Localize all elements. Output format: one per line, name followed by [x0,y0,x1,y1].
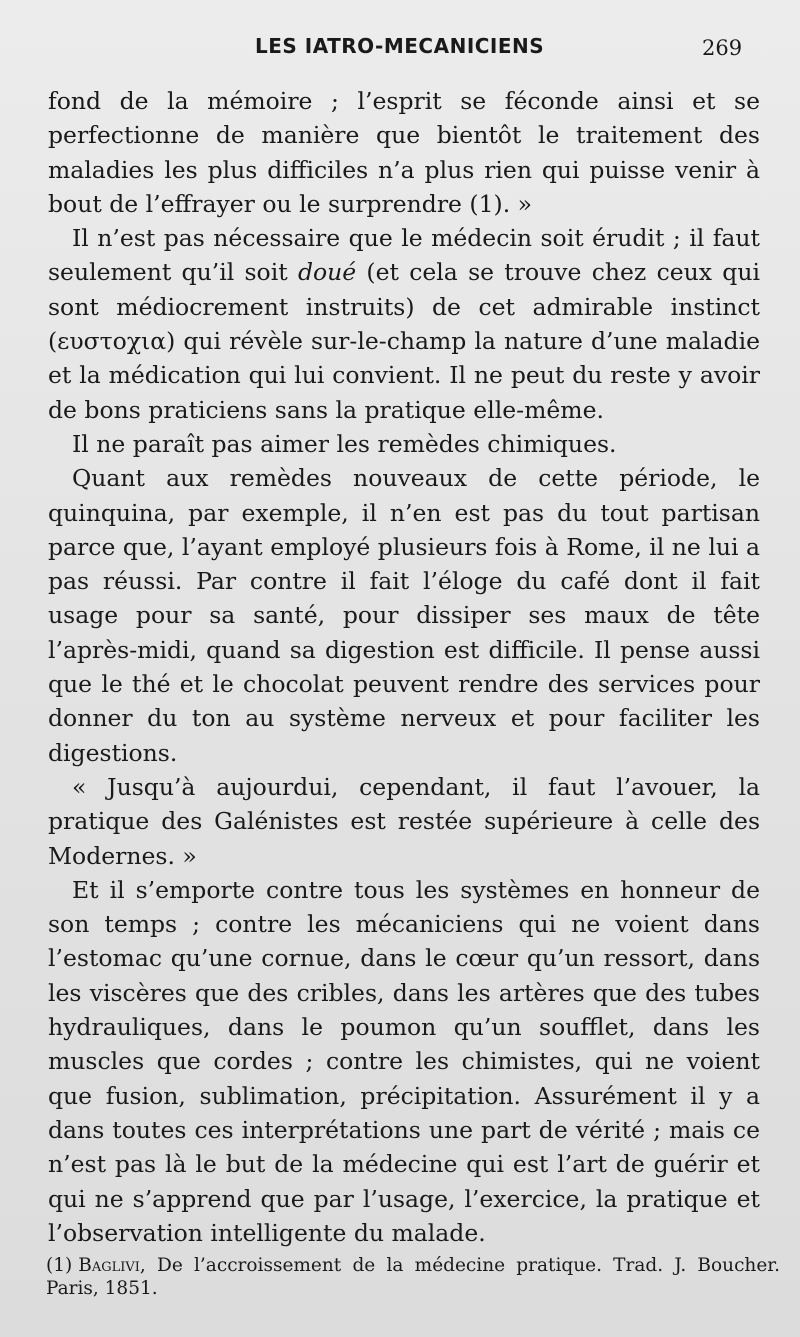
page-number: 269 [702,36,743,60]
footnote-author: Baglivi, [78,1255,146,1276]
page-header [0,30,800,64]
footnote-text: De l’accroissement de la médecine pratique. Trad. J. Boucher. Paris, 1851. [46,1255,780,1299]
footnote-marker: (1) [46,1255,73,1276]
paragraph-4: Quant aux remèdes nouveaux de cette période, le quinquina, par exemple, il n’en est pas du tout partisan parce que, l’ayant employé plusieurs fois à Rome, il ne lui a pas réussi. Par contre il fait l’éloge du café dont il fait usage pour sa santé, pour dissiper ses maux de tête l’après-midi, quand sa digestion est difficile. Il pense aussi que le thé et le chocolat peuvent rendre des services pour donner du ton au système nerveux et pour faciliter les digestions. [48,464,760,767]
paragraph-6: Et il s’emporte contre tous les systèmes en honneur de son temps ; contre les mécaniciens qui ne voient dans l’estomac qu’une cornue, dans le cœur qu’un ressort, dans les viscères que des cribles, dans les artères que des tubes hydrauliques, dans le poumon qu’un soufflet, dans les muscles que cordes ; contre les chimistes, qui ne voient que fusion, sublimation, précipitation. Assurément il y a dans toutes ces interprétations une part de vérité ; mais ce n’est pas là le but de la médecine qui est l’art de guérir et qui ne s’apprend que par l’usage, l’exercice, la pratique et l’observation intelligente du malade. [48,875,760,1247]
footnote-line [46,1254,780,1300]
paragraph-3: Il ne paraît pas aimer les remèdes chimiques. [72,429,617,458]
paragraph-5: « Jusqu’à aujourdui, cependant, il faut l’avouer, la pratique des Galénistes est restée supérieure à celle des Modernes. » [48,772,760,870]
body-text [48,84,760,1250]
paragraph-2: Il n’est pas nécessaire que le médecin soit érudit ; il faut seulement qu’il soit doué (et cela se trouve chez ceux qui sont médiocrement instruits) de cet admirable instinct (ευστοχια) qui révèle sur-le-champ la nature d’une maladie et la médication qui lui convient. Il ne peut du reste y avoir de bons praticiens sans la pratique elle-même. [48,224,760,424]
running-title: LES IATRO-MECANICIENS [255,34,545,58]
footnote [46,1254,780,1300]
emphasis: doué [297,258,357,287]
paragraph-1: fond de la mémoire ; l’esprit se féconde ainsi et se perfectionne de manière que bientôt le traitement des maladies les plus difficiles n’a plus rien qui puisse venir à bout de l’effrayer ou le surprendre (1). » [48,87,760,218]
